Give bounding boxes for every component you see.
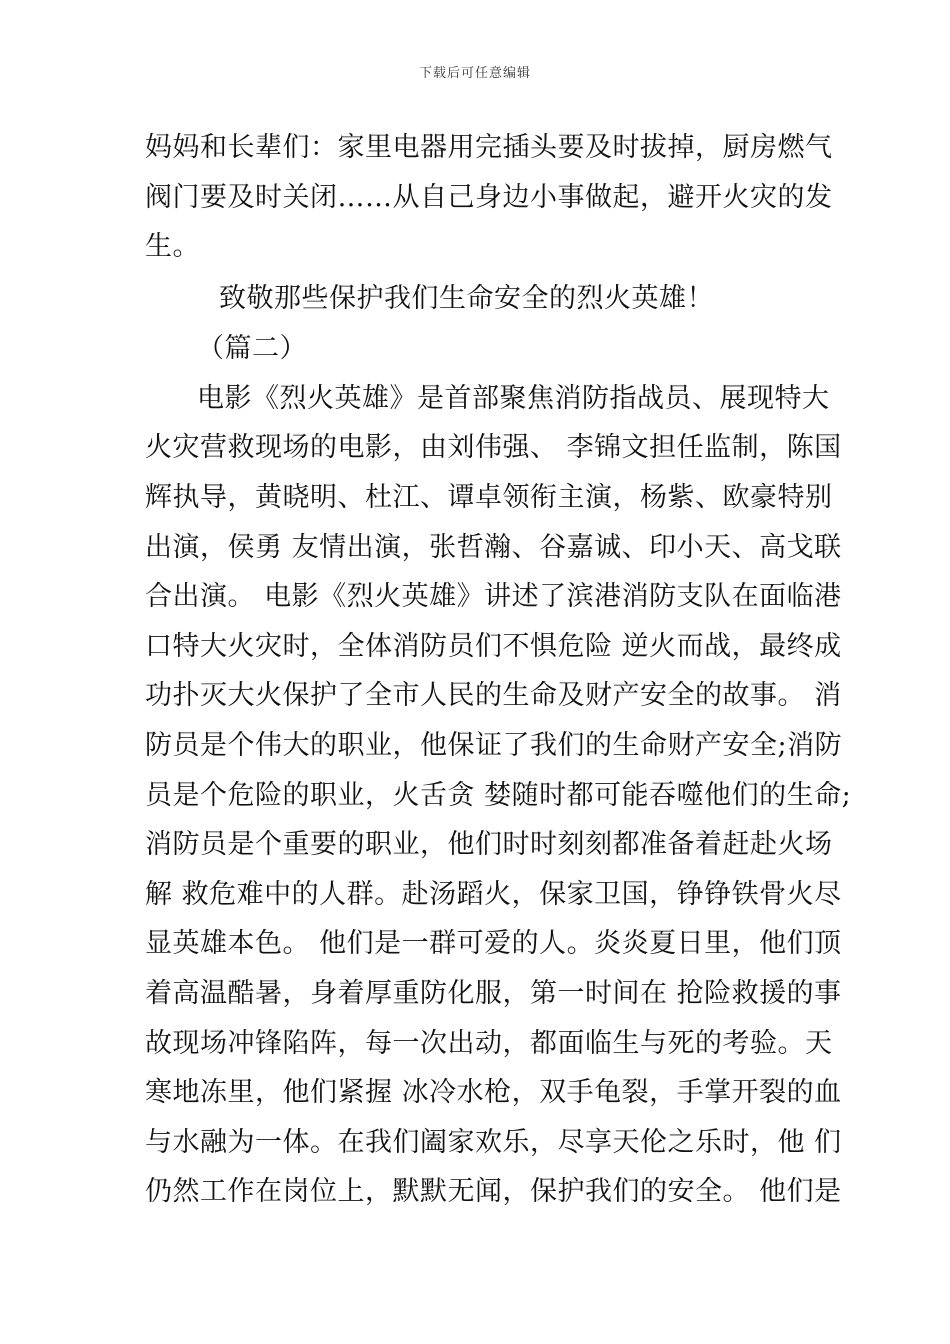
paragraph-first-line: 电影《烈火英雄》是首部聚焦消防指战员、展现特大 — [197, 383, 830, 414]
text-line: 与水融为一体。在我们阖家欢乐，尽享天伦之乐时，他 们 — [145, 1127, 842, 1158]
text-line: 合出演。 电影《烈火英雄》讲述了滨港消防支队在面临港 — [145, 581, 842, 612]
text-line: 解 救危难中的人群。赴汤蹈火，保家卫国，铮铮铁骨火尽 — [145, 879, 842, 910]
text-line: 消防员是个重要的职业，他们时时刻刻都准备着赶赴火场 — [145, 829, 833, 860]
text-line: 功扑灭大火保护了全市人民的生命及财产安全的故事。 消 — [145, 680, 842, 711]
text-line: 显英雄本色。 他们是一群可爱的人。炎炎夏日里，他们顶 — [145, 928, 842, 959]
text-line: 仍然工作在岗位上，默默无闻，保护我们的安全。 他们是 — [145, 1176, 842, 1207]
text-line: 生。 — [145, 231, 200, 262]
text-line: 妈妈和长辈们：家里电器用完插头要及时拔掉，厨房燃气 — [145, 132, 833, 163]
page-header: 下载后可任意编辑 — [418, 66, 531, 81]
text-line: 阀门要及时关闭……从自己身边小事做起，避开火灾的发 — [145, 182, 833, 213]
section-closing-line: 致敬那些保护我们生命安全的烈火英雄！ — [219, 283, 714, 314]
text-line: 辉执导，黄晓明、杜江、谭卓领衔主演，杨紫、欧豪特别 — [145, 482, 833, 513]
text-line: 口特大火灾时，全体消防员们不惧危险 逆火而战，最终成 — [145, 631, 842, 662]
text-line: 出演，侯勇 友情出演，张哲瀚、谷嘉诚、印小天、高戈联 — [145, 532, 842, 563]
text-line: 着高温酷暑，身着厚重防化服，第一时间在 抢险救援的事 — [145, 978, 842, 1009]
section-heading: （篇二） — [197, 333, 307, 364]
text-line: 员是个危险的职业，火舌贪 婪随时都可能吞噬他们的生命; — [145, 780, 852, 811]
text-line: 寒地冻里，他们紧握 冰冷水枪，双手龟裂，手掌开裂的血 — [145, 1077, 842, 1108]
text-line: 故现场冲锋陷阵，每一次出动，都面临生与死的考验。天 — [145, 1028, 833, 1059]
text-line: 火灾营救现场的电影，由刘伟强、 李锦文担任监制，陈国 — [145, 432, 842, 463]
text-line: 防员是个伟大的职业，他保证了我们的生命财产安全;消防 — [145, 730, 843, 761]
